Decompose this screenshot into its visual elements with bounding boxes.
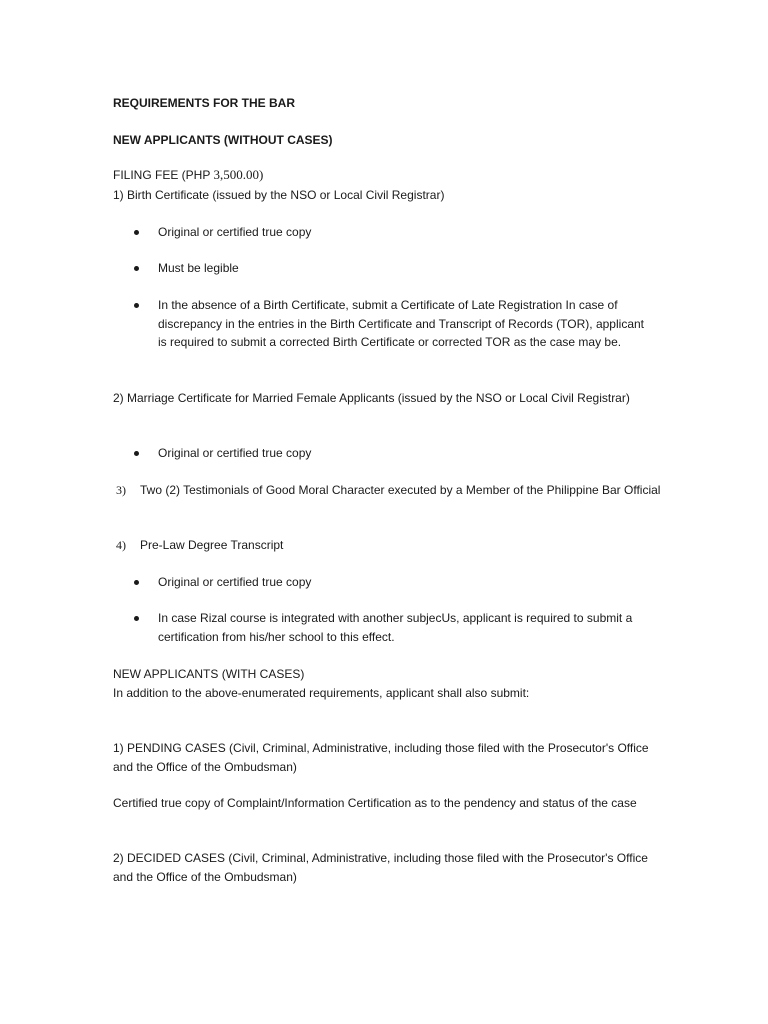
list-item: In the absence of a Birth Certificate, submit a Certificate of Late Registration In case of discrepancy in the entries in the Birth Certificate and Transcript of Records (TOR), applicant is required to submit a corrected Birth Certificate or corrected TOR as the case may be. [158,298,644,349]
bullet-icon [134,223,142,241]
decided-cases: 2) DECIDED CASES (Civil, Criminal, Administrative, including those filed with the Prosecutor's Office and the Office of the Ombudsman) [113,851,648,884]
with-cases-intro: In addition to the above-enumerated requirements, applicant shall also submit: [113,686,530,700]
section-heading-without-cases: NEW APPLICANTS (WITHOUT CASES) [113,133,333,147]
requirement-birth-certificate: 1) Birth Certificate (issued by the NSO or Local Civil Registrar) [113,188,445,202]
requirement-testimonials: Two (2) Testimonials of Good Moral Character executed by a Member of the Philippine Bar Official [140,483,661,497]
list-item: In case Rizal course is integrated with another subjecUs, applicant is required to submit a certification from his/her school to this effect. [158,611,633,644]
bullet-icon [134,296,142,314]
list-item: Original or certified true copy [158,446,312,460]
bullet-icon [134,444,142,462]
requirement-pre-law-transcript: Pre-Law Degree Transcript [140,538,284,552]
filing-fee-label: FILING FEE (PHP [113,168,214,182]
filing-fee [113,166,658,185]
list-item: Original or certified true copy [158,575,312,589]
section-heading-with-cases: NEW APPLICANTS (WITH CASES) [113,667,305,681]
bullet-icon [134,573,142,591]
pending-cases: 1) PENDING CASES (Civil, Criminal, Administrative, including those filed with the Prosecutor's Office and the Office of the Ombudsman) [113,741,649,774]
filing-fee-amount: 3,500.00) [213,167,264,182]
item-number: 3) [116,483,126,497]
bullet-icon [134,259,142,277]
list-item: Must be legible [158,261,239,275]
pending-cases-requirement: Certified true copy of Complaint/Information Certification as to the pendency and status of the case [113,796,637,810]
item-number: 4) [116,538,126,552]
document-title: REQUIREMENTS FOR THE BAR [113,96,296,110]
bullet-icon [134,609,142,627]
requirement-marriage-certificate: 2) Marriage Certificate for Married Female Applicants (issued by the NSO or Local Civil Registrar) [113,391,630,405]
list-item: Original or certified true copy [158,225,312,239]
